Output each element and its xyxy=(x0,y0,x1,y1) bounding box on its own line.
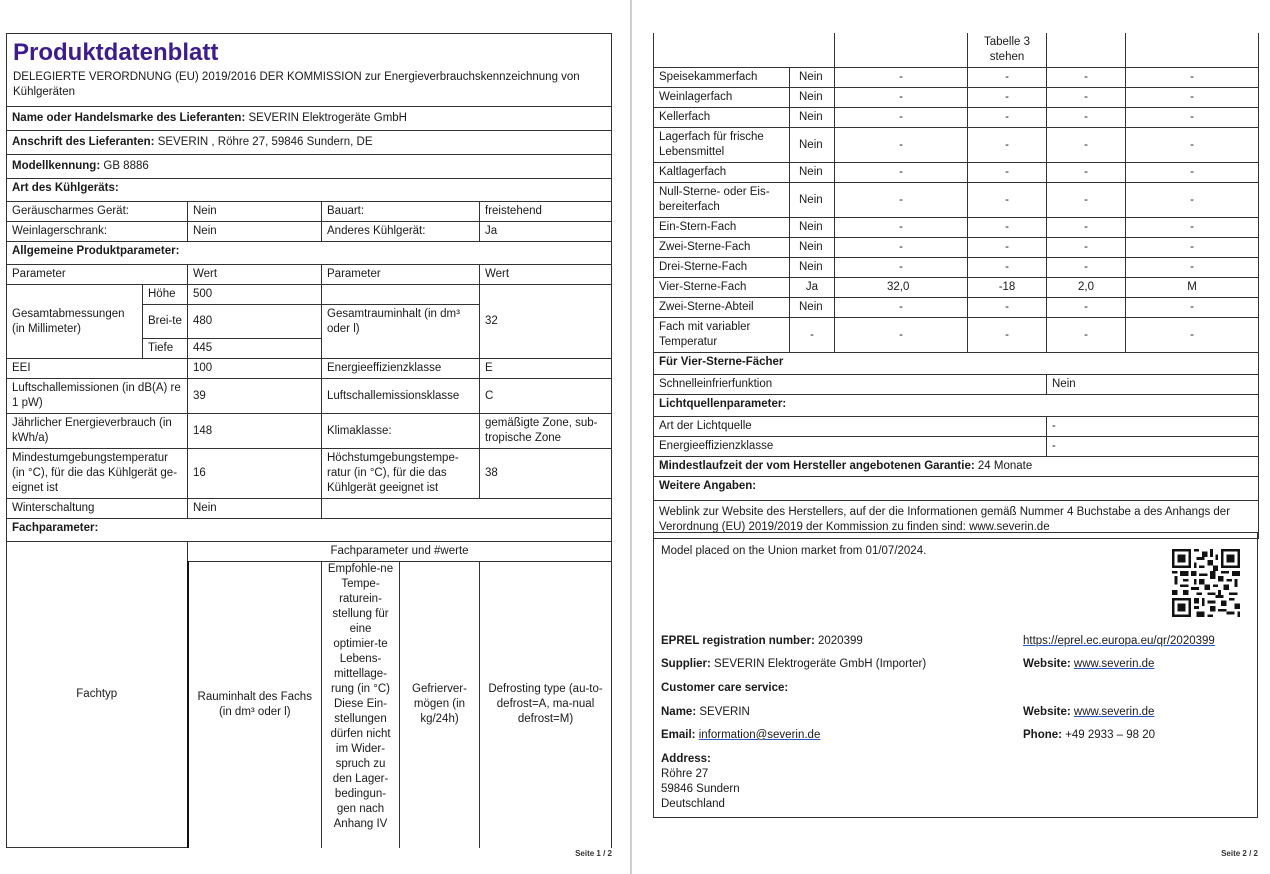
noiseclass-label: Luftschallemissionsklasse xyxy=(322,379,480,414)
light-type-value: - xyxy=(1047,417,1259,437)
climate-value: gemäßigte Zone, sub-tropische Zone xyxy=(480,414,612,449)
address-line-1: Röhre 27 xyxy=(661,768,709,780)
weblink-value[interactable]: www.severin.de xyxy=(969,520,1050,533)
supplier-value-2: SEVERIN Elektrogeräte GmbH (Importer) xyxy=(714,658,927,670)
compartment-defrost: - xyxy=(1126,183,1259,218)
compartment-volume: - xyxy=(835,68,968,88)
address-value: SEVERIN , Röhre 27, 59846 Sundern, DE xyxy=(157,136,373,148)
name-label: Name: xyxy=(661,706,697,718)
compartment-present: Nein xyxy=(790,238,835,258)
compartment-temperature: - xyxy=(968,183,1047,218)
compartment-volume: 32,0 xyxy=(835,278,968,298)
warranty-value: 24 Monate xyxy=(977,460,1033,472)
email-label: Email: xyxy=(661,729,696,741)
model-value: GB 8886 xyxy=(103,160,149,172)
compartment-temperature: -18 xyxy=(968,278,1047,298)
phone-label: Phone: xyxy=(1023,729,1062,741)
light-type-label: Art der Lichtquelle xyxy=(654,417,1047,437)
compartment-defrost: - xyxy=(1126,238,1259,258)
regulation-subtitle: DELEGIERTE VERORDNUNG (EU) 2019/2016 DER KOMMISSION zur Energieverbrauchskennzeichnung von Kühlgeräten xyxy=(13,71,580,98)
compartment-volume: - xyxy=(835,163,968,183)
compartment-temperature: - xyxy=(968,218,1047,238)
width-label: Brei-te xyxy=(143,305,188,339)
website-label: Website: xyxy=(1023,658,1071,670)
compartment-row xyxy=(654,218,1259,238)
compartment-present: Nein xyxy=(790,298,835,318)
light-section: Lichtquellenparameter: xyxy=(654,395,1259,417)
email-link[interactable]: information@severin.de xyxy=(698,729,821,741)
volume-value: 32 xyxy=(480,285,612,359)
four-star-section: Für Vier-Sterne-Fächer xyxy=(654,353,1259,375)
compartment-defrost: - xyxy=(1126,88,1259,108)
col-temp: Empfohle-ne Tempe-raturein-stellung für eine optimier-te Lebens-mittellage-rung (in °C) Diese Ein-stellungen dürfen nicht im Wider-spruch zu den Lager-bedingun-gen nach Anhang IV xyxy=(322,562,400,848)
compartment-volume: - xyxy=(835,258,968,278)
col-value: Wert xyxy=(188,265,322,285)
compartment-temperature: - xyxy=(968,108,1047,128)
comp-section: Fachparameter: xyxy=(7,519,612,542)
address-label-2: Address: xyxy=(661,753,711,765)
compartment-freezing: - xyxy=(1047,108,1126,128)
compartment-row xyxy=(654,88,1259,108)
compartment-freezing: - xyxy=(1047,218,1126,238)
compartment-row xyxy=(654,128,1259,163)
compartment-row xyxy=(654,108,1259,128)
compartment-present: Nein xyxy=(790,108,835,128)
comp-group-header: Fachparameter und #werte xyxy=(188,542,612,562)
width-value: 480 xyxy=(188,305,322,339)
compartment-present: Ja xyxy=(790,278,835,298)
eprel-value: 2020399 xyxy=(818,635,863,647)
address-line-2: 59846 Sundern xyxy=(661,783,740,795)
compartment-name: Kellerfach xyxy=(654,108,790,128)
compartment-name: Vier-Sterne-Fach xyxy=(654,278,790,298)
light-class-label: Energieeffizienzklasse xyxy=(654,437,1047,457)
quiet-value: Nein xyxy=(188,202,322,222)
supplier-label-2: Supplier: xyxy=(661,658,711,670)
compartment-temperature: - xyxy=(968,298,1047,318)
compartment-defrost: M xyxy=(1126,278,1259,298)
phone-value: +49 2933 – 98 20 xyxy=(1065,729,1156,741)
further-section: Weitere Angaben: xyxy=(654,477,1259,501)
height-label: Höhe xyxy=(143,285,188,305)
compartment-freezing: - xyxy=(1047,128,1126,163)
compartment-name: Drei-Sterne-Fach xyxy=(654,258,790,278)
eprel-info-box xyxy=(653,532,1258,818)
market-text: Model placed on the Union market from 01/07/2024. xyxy=(661,545,927,557)
eei-value: 100 xyxy=(188,359,322,379)
compartment-present: - xyxy=(790,318,835,353)
compartment-row xyxy=(654,163,1259,183)
compartment-present: Nein xyxy=(790,68,835,88)
carry-over-text: Tabelle 3 stehen xyxy=(968,33,1047,68)
compartment-freezing: - xyxy=(1047,163,1126,183)
compartment-row xyxy=(654,318,1259,353)
compartment-freezing: - xyxy=(1047,183,1126,218)
annual-value: 148 xyxy=(188,414,322,449)
page-divider xyxy=(630,0,632,874)
compartment-present: Nein xyxy=(790,163,835,183)
col-param: Parameter xyxy=(7,265,188,285)
supplier-value: SEVERIN Elektrogeräte GmbH xyxy=(248,112,407,124)
eei-label: EEI xyxy=(7,359,188,379)
compartment-volume: - xyxy=(835,183,968,218)
address-line-3: Deutschland xyxy=(661,798,725,810)
compartment-volume: - xyxy=(835,218,968,238)
height-value: 500 xyxy=(188,285,322,305)
col-value-2: Wert xyxy=(480,265,612,285)
compartment-freezing: - xyxy=(1047,68,1126,88)
compartment-temperature: - xyxy=(968,258,1047,278)
compartment-volume: - xyxy=(835,318,968,353)
website-link[interactable]: www.severin.de xyxy=(1073,658,1155,670)
noise-value: 39 xyxy=(188,379,322,414)
eclass-value: E xyxy=(480,359,612,379)
col-param-2: Parameter xyxy=(322,265,480,285)
winter-label: Winterschaltung xyxy=(7,499,188,519)
eprel-link[interactable]: https://eprel.ec.europa.eu/qr/2020399 xyxy=(1023,635,1215,647)
page-number-1: Seite 1 / 2 xyxy=(575,849,612,858)
compartment-name: Null-Sterne- oder Eis-bereiterfach xyxy=(654,183,790,218)
volume-label: Gesamtrauminhalt (in dm³ oder l) xyxy=(327,308,460,335)
maxtemp-label: Höchstumgebungstempe-ratur (in °C), für die das Kühlgerät geeignet ist xyxy=(322,449,480,499)
other-value: Ja xyxy=(480,222,612,242)
compartment-defrost: - xyxy=(1126,68,1259,88)
compartment-defrost: - xyxy=(1126,298,1259,318)
compartment-present: Nein xyxy=(790,258,835,278)
weblink-text: Weblink zur Website des Herstellers, auf der die Informationen gemäß Nummer 4 Buchstabe a des Anhangs der Verordnung (EU) 2019/2019 der Kommission zu finden sind: xyxy=(659,505,1231,533)
build-label: Bauart: xyxy=(322,202,480,222)
compartment-name: Kaltlagerfach xyxy=(654,163,790,183)
compartment-present: Nein xyxy=(790,183,835,218)
page-number-2: Seite 2 / 2 xyxy=(1221,849,1258,858)
compartment-row xyxy=(654,258,1259,278)
compartment-volume: - xyxy=(835,108,968,128)
climate-label: Klimaklasse: xyxy=(322,414,480,449)
fastfreeze-value: Nein xyxy=(1047,375,1259,395)
compartment-name: Ein-Stern-Fach xyxy=(654,218,790,238)
compartment-freezing: - xyxy=(1047,298,1126,318)
compartment-name: Fach mit variabler Temperatur xyxy=(654,318,790,353)
compartment-row xyxy=(654,278,1259,298)
page-title: Produktdatenblatt xyxy=(13,39,219,66)
general-section: Allgemeine Produktparameter: xyxy=(7,242,612,265)
compartment-present: Nein xyxy=(790,218,835,238)
compartment-freezing: 2,0 xyxy=(1047,278,1126,298)
build-value: freistehend xyxy=(480,202,612,222)
compartment-temperature: - xyxy=(968,238,1047,258)
product-sheet-table xyxy=(6,33,612,848)
address-label: Anschrift des Lieferanten: xyxy=(12,136,155,148)
compartment-temperature: - xyxy=(968,88,1047,108)
page-1 xyxy=(0,0,630,874)
col-fachtyp: Fachtyp xyxy=(7,542,188,848)
wine-label: Weinlagerschrank: xyxy=(7,222,188,242)
compartment-defrost: - xyxy=(1126,163,1259,183)
compartment-freezing: - xyxy=(1047,88,1126,108)
compartment-freezing: - xyxy=(1047,258,1126,278)
mintemp-label: Mindestumgebungstemperatur (in °C), für die das Kühlgerät ge-eignet ist xyxy=(7,449,188,499)
compartment-freezing: - xyxy=(1047,318,1126,353)
compartment-defrost: - xyxy=(1126,128,1259,163)
fastfreeze-label: Schnelleinfrierfunktion xyxy=(654,375,1047,395)
qr-code-icon xyxy=(1172,549,1240,617)
compartment-name: Lagerfach für frische Lebensmittel xyxy=(654,128,790,163)
annual-label: Jährlicher Energieverbrauch (in kWh/a) xyxy=(7,414,188,449)
warranty-label: Mindestlaufzeit der vom Hersteller angebotenen Garantie: xyxy=(659,460,975,472)
compartment-table xyxy=(653,33,1259,539)
noise-label: Luftschallemissionen (in dB(A) re 1 pW) xyxy=(7,379,188,414)
website-label-2: Website: xyxy=(1023,706,1071,718)
compartment-defrost: - xyxy=(1126,318,1259,353)
light-class-value: - xyxy=(1047,437,1259,457)
compartment-freezing: - xyxy=(1047,238,1126,258)
compartment-name: Speisekammerfach xyxy=(654,68,790,88)
col-freeze: Gefrierver-mögen (in kg/24h) xyxy=(400,562,480,848)
compartment-present: Nein xyxy=(790,88,835,108)
type-section: Art des Kühlgeräts: xyxy=(7,179,612,202)
compartment-defrost: - xyxy=(1126,108,1259,128)
col-defrost: Defrosting type (au-to-defrost=A, ma-nual defrost=M) xyxy=(480,562,612,848)
wine-value: Nein xyxy=(188,222,322,242)
compartment-volume: - xyxy=(835,238,968,258)
compartment-volume: - xyxy=(835,88,968,108)
depth-label: Tiefe xyxy=(143,339,188,359)
compartment-volume: - xyxy=(835,128,968,163)
compartment-row xyxy=(654,183,1259,218)
model-label: Modellkennung: xyxy=(12,160,101,172)
mintemp-value: 16 xyxy=(188,449,322,499)
compartment-name: Zwei-Sterne-Abteil xyxy=(654,298,790,318)
col-rauminhalt: Rauminhalt des Fachs (in dm³ oder l) xyxy=(188,562,322,848)
compartment-row xyxy=(654,68,1259,88)
compartment-present: Nein xyxy=(790,128,835,163)
compartment-temperature: - xyxy=(968,128,1047,163)
depth-value: 445 xyxy=(188,339,322,359)
name-value: SEVERIN xyxy=(699,706,750,718)
quiet-label: Geräuscharmes Gerät: xyxy=(7,202,188,222)
website-link-2[interactable]: www.severin.de xyxy=(1073,706,1155,718)
compartment-temperature: - xyxy=(968,318,1047,353)
compartment-row xyxy=(654,238,1259,258)
eprel-label: EPREL registration number: xyxy=(661,635,815,647)
supplier-label: Name oder Handelsmarke des Lieferanten: xyxy=(12,112,246,124)
compartment-temperature: - xyxy=(968,68,1047,88)
other-label: Anderes Kühlgerät: xyxy=(322,222,480,242)
maxtemp-value: 38 xyxy=(480,449,612,499)
compartment-volume: - xyxy=(835,298,968,318)
compartment-name: Zwei-Sterne-Fach xyxy=(654,238,790,258)
winter-value: Nein xyxy=(188,499,322,519)
compartment-row xyxy=(654,298,1259,318)
dims-label: Gesamtabmessungen (in Millimeter) xyxy=(7,285,143,359)
compartment-name: Weinlagerfach xyxy=(654,88,790,108)
customer-care-label: Customer care service: xyxy=(661,682,789,694)
compartment-defrost: - xyxy=(1126,218,1259,238)
compartment-defrost: - xyxy=(1126,258,1259,278)
noiseclass-value: C xyxy=(480,379,612,414)
eclass-label: Energieeffizienzklasse xyxy=(322,359,480,379)
compartment-temperature: - xyxy=(968,163,1047,183)
